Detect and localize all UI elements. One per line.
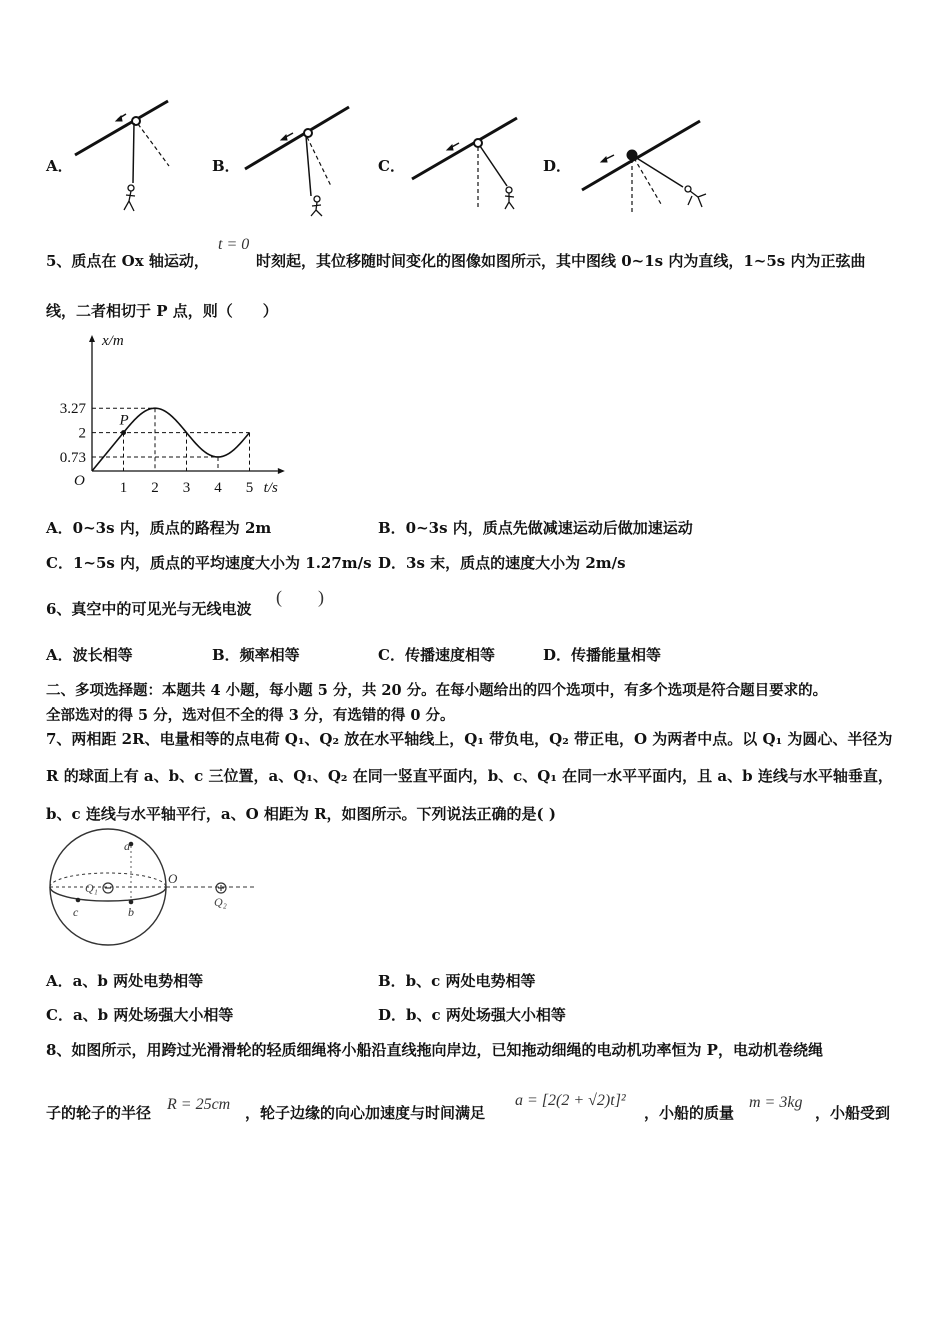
y-axis-arrow [89,335,95,342]
q4-option-c-label: C． [378,157,405,175]
q5-stem-math: t = 0 [218,236,250,253]
q4-option-b-label: B． [212,157,240,175]
q8-line1: 8、如图所示，用跨过光滑滑轮的轻质细绳将小船沿直线拖向岸边，已知拖动细绳的电动机功率恒为 P，电动机卷绕绳 [46,1041,823,1059]
q7-line2: R 的球面上有 a、b、c 三位置，a、Q₁、Q₂ 在同一竖直平面内，b、c、Q₁ 在同一水平平面内，且 a、b 连线与水平轴垂直， [46,767,893,785]
q6-paren: ( ) [276,587,324,607]
q8-math-r: R = 25cm [167,1096,231,1113]
point-c [76,898,81,903]
y-tick-label: 0.73 [59,449,86,466]
section2-line2: 全部选对的得 5 分，选对但不全的得 3 分，有选错的得 0 分。 [46,707,455,724]
q4-figure-a [75,101,169,211]
x-t-curve [92,408,250,471]
label-o: O [168,871,178,886]
q8-line2-part1: 子的轮子的半径 [46,1104,152,1122]
q6-option-a: A．波长相等 [46,646,133,664]
q7-option-d: D．b、c 两处场强大小相等 [378,1006,566,1024]
q6-option-c: C．传播速度相等 [378,646,495,664]
x-tick-label: 3 [182,480,191,496]
q4-figure-b [245,107,349,216]
q7-line1: 7、两相距 2R、电量相等的点电荷 Q₁、Q₂ 放在水平轴线上，Q₁ 带负电，Q₂ 带正电，O 为两者中点。以 Q₁ 为圆心、半径为 [46,730,893,748]
q8-math-m: m = 3kg [749,1094,803,1111]
x-axis-arrow [278,468,285,474]
q5-option-c: C．1~5s 内，质点的平均速度大小为 1.27m/s [46,554,372,572]
point-p [121,430,126,435]
q8-line2-part2: ，轮子边缘的向心加速度与时间满足 [245,1104,486,1122]
label-a: a [124,839,130,853]
y-axis-label: x/m [102,333,124,349]
q5-graph [40,330,300,500]
origin-label: O [74,473,85,489]
q7-option-b: B．b、c 两处电势相等 [378,972,536,990]
q5-stem-part1: 5、质点在 Ox 轴运动， [46,252,209,270]
y-tick-label: 2 [78,425,86,442]
q7-option-c: C．a、b 两处场强大小相等 [46,1006,234,1024]
x-tick-label: 1 [119,480,128,496]
q5-stem-line2: 线，二者相切于 P 点，则（ ） [46,302,278,320]
x-tick-label: 5 [245,480,254,496]
q4-option-d-label: D． [543,157,572,175]
q5-stem-part2: 时刻起，其位移随时间变化的图像如图所示，其中图线 0~1s 内为直线，1~5s 内为正弦曲 [256,252,866,270]
q8-line2-part3: ，小船的质量 [644,1104,735,1122]
q7-line3: b、c 连线与水平轴平行，a、O 相距为 R，如图所示。下列说法正确的是( ) [46,805,556,823]
q6-option-b: B．频率相等 [212,646,300,664]
label-c: c [73,905,79,919]
x-tick-label: 4 [214,480,222,496]
q4-option-a-label: A． [46,157,73,175]
q6-option-d: D．传播能量相等 [543,646,662,664]
x-axis-label: t/s [263,480,278,496]
q8-line2-part4: ，小船受到 [815,1104,891,1122]
q8-math-a: a = [2(2 + √2)t]² [515,1092,626,1109]
y-tick-label: 3.27 [59,401,86,418]
q6-stem: 6、真空中的可见光与无线电波 [46,600,252,618]
q5-option-d: D．3s 末，质点的速度大小为 2m/s [378,554,626,572]
q4-figure-d [582,121,706,212]
q7-option-a: A．a、b 两处电势相等 [46,972,204,990]
q4-figure-c [412,118,517,210]
x-tick-label: 2 [151,480,159,496]
label-q2: Q₂ [214,895,227,909]
q5-option-b: B．0~3s 内，质点先做减速运动后做加速运动 [378,519,693,537]
label-q1: Q₁ [85,881,98,895]
section2-line1: 二、多项选择题：本题共 4 小题，每小题 5 分，共 20 分。在每小题给出的四个选项中，有多个选项是符合题目要求的。 [46,682,828,699]
q4-figures [0,0,950,230]
label-b: b [128,905,134,919]
q7-figure [40,828,270,958]
point-b [129,900,134,905]
label-p: P [119,412,129,429]
q5-option-a: A．0~3s 内，质点的路程为 2m [46,519,272,537]
